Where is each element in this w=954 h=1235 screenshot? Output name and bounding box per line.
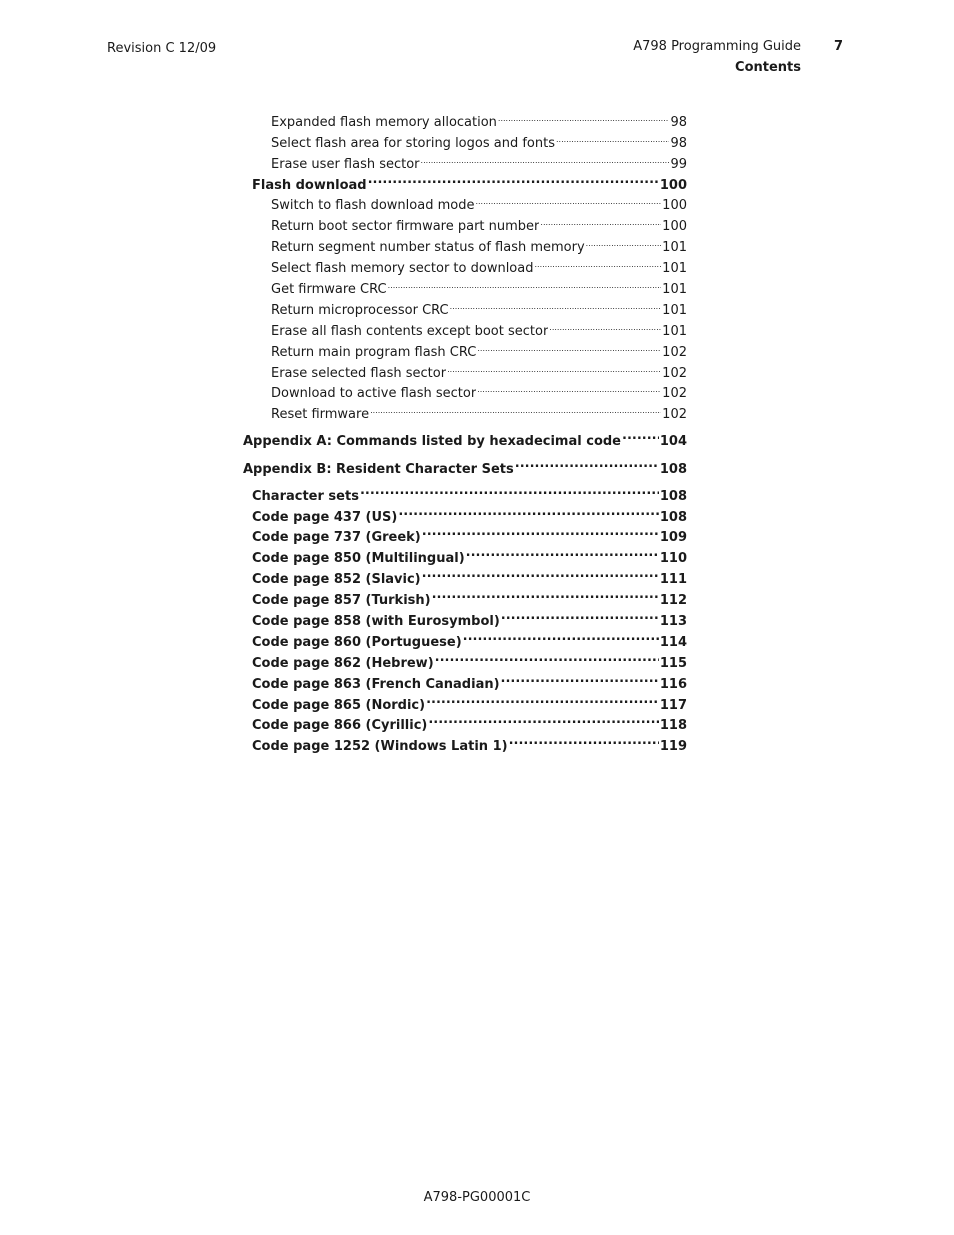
toc-entry[interactable] [271, 275, 687, 297]
toc-entry[interactable] [252, 670, 687, 692]
toc-entry[interactable] [271, 233, 687, 255]
toc-entry-title: Appendix B: Resident Character Sets [243, 462, 514, 477]
toc-entry-title: Code page 863 (French Canadian) [252, 677, 500, 692]
toc-dot-leader [422, 523, 659, 541]
toc-entry-title: Code page 852 (Slavic) [252, 572, 421, 587]
toc-dot-leader [370, 400, 661, 418]
toc-entry[interactable] [252, 544, 687, 566]
toc-entry-title: Expanded flash memory allocation [271, 115, 497, 130]
toc-entry-page: 109 [659, 530, 687, 545]
toc-entry[interactable] [243, 455, 687, 477]
toc-dot-leader [475, 191, 661, 209]
toc-entry-title: Get firmware CRC [271, 282, 387, 297]
toc-entry-page: 119 [659, 739, 687, 754]
header-section-title: Contents [735, 60, 801, 75]
toc-entry-page: 115 [659, 656, 687, 671]
toc-entry[interactable] [271, 212, 687, 234]
toc-entry[interactable] [252, 711, 687, 733]
toc-entry-title: Code page 1252 (Windows Latin 1) [252, 739, 508, 754]
toc-entry[interactable] [252, 691, 687, 713]
toc-entry[interactable] [243, 427, 687, 449]
toc-entry-page: 102 [662, 386, 687, 401]
toc-entry[interactable] [271, 129, 687, 151]
toc-dot-leader [477, 338, 661, 356]
toc-dot-leader [388, 275, 662, 293]
toc-entry-title: Code page 866 (Cyrillic) [252, 718, 428, 733]
toc-dot-leader [463, 628, 659, 646]
toc-entry[interactable] [271, 191, 687, 213]
toc-dot-leader [549, 317, 661, 335]
toc-dot-leader [477, 379, 661, 397]
toc-entry-page: 110 [659, 551, 687, 566]
toc-entry-title: Return microprocessor CRC [271, 303, 449, 318]
toc-entry-page: 98 [670, 115, 687, 130]
header-revision: Revision C 12/09 [107, 41, 217, 56]
toc-entry-page: 100 [662, 198, 687, 213]
toc-entry[interactable] [252, 649, 687, 671]
toc-dot-leader [432, 586, 659, 604]
toc-entry-page: 117 [659, 698, 687, 713]
toc-entry-title: Select flash area for storing logos and fonts [271, 136, 555, 151]
toc-entry-page: 108 [659, 489, 687, 504]
header-guide-title: A798 Programming Guide [633, 39, 801, 54]
toc-entry-title: Flash download [252, 178, 367, 193]
toc-entry-title: Code page 862 (Hebrew) [252, 656, 434, 671]
toc-entry[interactable] [252, 565, 687, 587]
toc-entry[interactable] [252, 586, 687, 608]
toc-entry-title: Code page 857 (Turkish) [252, 593, 431, 608]
toc-entry-page: 101 [662, 240, 687, 255]
toc-entry-title: Code page 437 (US) [252, 510, 398, 525]
toc-entry-title: Erase selected flash sector [271, 366, 447, 381]
toc-entry-page: 98 [670, 136, 687, 151]
toc-entry-title: Return main program flash CRC [271, 345, 477, 360]
toc-dot-leader [509, 732, 659, 750]
toc-entry-page: 102 [662, 345, 687, 360]
toc-entry-page: 102 [662, 366, 687, 381]
toc-entry[interactable] [252, 171, 687, 193]
toc-entry-page: 101 [662, 303, 687, 318]
toc-dot-leader [428, 711, 659, 729]
toc-entry[interactable] [271, 338, 687, 360]
toc-entry[interactable] [271, 379, 687, 401]
toc-entry-title: Return segment number status of flash memory [271, 240, 585, 255]
toc-entry-title: Code page 858 (with Eurosymbol) [252, 614, 500, 629]
toc-dot-leader [422, 565, 659, 583]
toc-entry[interactable] [271, 317, 687, 339]
toc-dot-leader [540, 212, 661, 230]
toc-entry-title: Code page 737 (Greek) [252, 530, 421, 545]
toc-entry-page: 100 [662, 219, 687, 234]
toc-dot-leader [534, 254, 661, 272]
toc-entry[interactable] [252, 482, 687, 504]
toc-entry[interactable] [252, 732, 687, 754]
toc-entry[interactable] [252, 607, 687, 629]
toc-dot-leader [501, 670, 659, 688]
toc-entry-title: Erase user flash sector [271, 157, 420, 172]
toc-dot-leader [466, 544, 659, 562]
toc-dot-leader [435, 649, 659, 667]
toc-dot-leader [447, 359, 661, 377]
toc-entry-title: Code page 865 (Nordic) [252, 698, 426, 713]
toc-entry-page: 101 [662, 282, 687, 297]
toc-entry-page: 108 [659, 462, 687, 477]
toc-entry-page: 114 [659, 635, 687, 650]
toc-entry-page: 111 [659, 572, 687, 587]
toc-dot-leader [622, 427, 659, 445]
toc-entry-page: 112 [659, 593, 687, 608]
toc-entry-page: 101 [662, 324, 687, 339]
toc-entry[interactable] [271, 296, 687, 318]
toc-entry-title: Reset firmware [271, 407, 370, 422]
toc-entry-page: 113 [659, 614, 687, 629]
toc-entry-page: 102 [662, 407, 687, 422]
toc-dot-leader [426, 691, 659, 709]
toc-entry-page: 104 [659, 434, 687, 449]
toc-entry[interactable] [271, 108, 687, 130]
toc-entry-title: Code page 850 (Multilingual) [252, 551, 465, 566]
toc-entry[interactable] [252, 503, 687, 525]
toc-entry-page: 100 [659, 178, 687, 193]
toc-dot-leader [556, 129, 669, 147]
toc-entry-title: Select flash memory sector to download [271, 261, 534, 276]
toc-entry[interactable] [271, 359, 687, 381]
toc-entry-title: Return boot sector firmware part number [271, 219, 540, 234]
toc-entry[interactable] [271, 150, 687, 172]
toc-entry-title: Erase all flash contents except boot sector [271, 324, 549, 339]
toc-entry-page: 99 [670, 157, 687, 172]
toc-entry[interactable] [252, 523, 687, 545]
toc-dot-leader [501, 607, 659, 625]
toc-dot-leader [586, 233, 662, 251]
toc-entry-title: Character sets [252, 489, 359, 504]
toc-dot-leader [450, 296, 662, 314]
toc-entry-title: Code page 860 (Portuguese) [252, 635, 462, 650]
toc-entry[interactable] [271, 400, 687, 422]
header-page-number: 7 [834, 39, 844, 54]
toc-entry[interactable] [271, 254, 687, 276]
toc-dot-leader [398, 503, 659, 521]
footer-document-id: A798-PG00001C [423, 1190, 531, 1205]
toc-dot-leader [360, 482, 659, 500]
toc-entry-page: 116 [659, 677, 687, 692]
toc-entry-title: Download to active flash sector [271, 386, 477, 401]
toc-entry-title: Appendix A: Commands listed by hexadecimal code [243, 434, 621, 449]
toc-dot-leader [421, 150, 670, 168]
toc-entry-page: 101 [662, 261, 687, 276]
toc-entry-title: Switch to flash download mode [271, 198, 475, 213]
toc-dot-leader [515, 455, 659, 473]
toc-dot-leader [498, 108, 670, 126]
toc-dot-leader [368, 171, 659, 189]
toc-entry-page: 108 [659, 510, 687, 525]
toc-entry[interactable] [252, 628, 687, 650]
toc-entry-page: 118 [659, 718, 687, 733]
